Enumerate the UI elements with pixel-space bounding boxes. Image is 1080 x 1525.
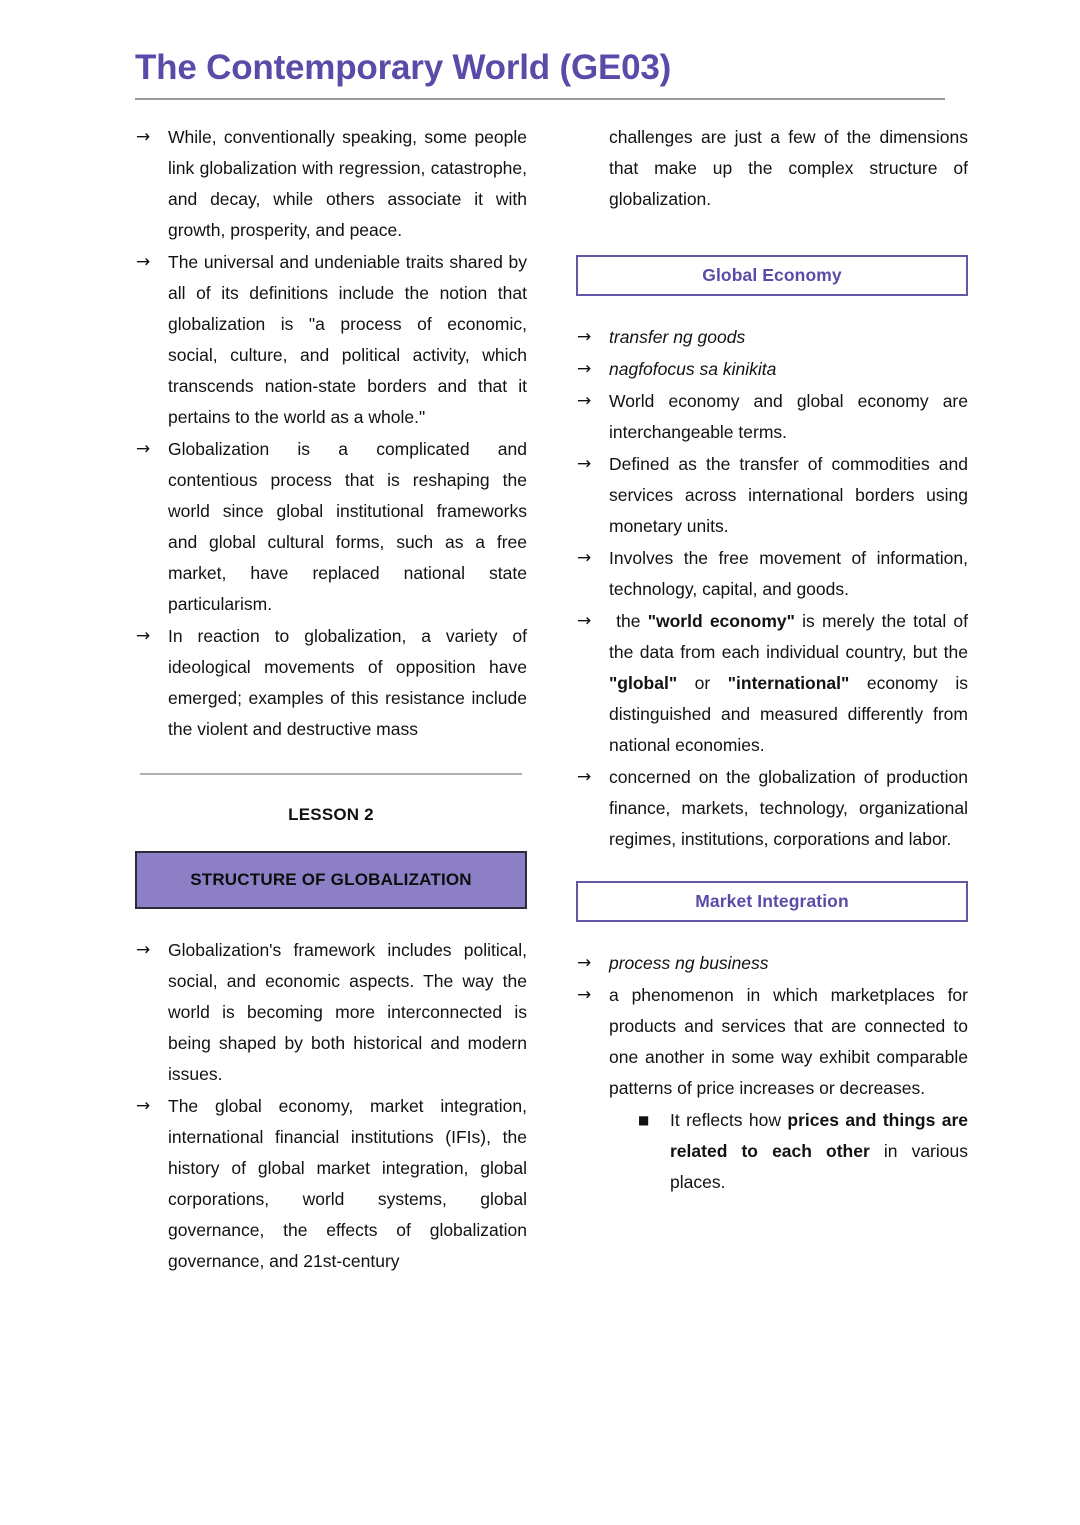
list-item <box>576 543 968 605</box>
title-divider <box>135 98 945 100</box>
market-integration-sub-bullet-list <box>576 1105 968 1198</box>
arrow-bullet-icon: → <box>577 454 592 475</box>
left-bullet-list-secondary <box>135 935 527 1277</box>
arrow-bullet-icon: → <box>136 1096 151 1117</box>
right-continuation-paragraph-wrap <box>576 122 968 215</box>
arrow-bullet-icon: → <box>136 626 151 647</box>
bullet-globalization-regression: While, conventionally speaking, some people link globalization with regression, catastrophe, and decay, while others associate it with growth, prosperity, and peace. <box>168 127 527 241</box>
two-column-body <box>135 122 968 1278</box>
arrow-bullet-icon: → <box>577 327 592 348</box>
section-heading-global-economy: Global Economy <box>576 255 968 296</box>
bullet-defined-transfer-commodities: Defined as the transfer of commodities and services across international borders using monetary units. <box>609 454 968 537</box>
list-item <box>576 449 968 542</box>
list-item <box>576 386 968 448</box>
bullet-process-ng-business: process ng business <box>609 953 769 974</box>
arrow-bullet-icon: → <box>577 611 592 632</box>
bullet-nagfofocus-sa-kinikita: nagfofocus sa kinikita <box>609 359 777 380</box>
right-column <box>576 122 968 1198</box>
continuation-paragraph: challenges are just a few of the dimensions that make up the complex structure of globalization. <box>609 127 968 210</box>
list-item <box>135 621 527 745</box>
bullet-transfer-ng-goods: transfer ng goods <box>609 327 746 348</box>
left-column <box>135 122 527 1278</box>
section-heading-market-integration: Market Integration <box>576 881 968 922</box>
list-item <box>135 434 527 620</box>
list-item <box>576 980 968 1104</box>
bullet-phenomenon-marketplaces: a phenomenon in which marketplaces for products and services that are connected to one another in some way exhibit comparable patterns of price increases or decreases. <box>609 985 968 1099</box>
bullet-framework-includes: Globalization's framework includes political, social, and economic aspects. The way the world is becoming more interconnected is being shaped by both historical and modern issues. <box>168 940 527 1085</box>
list-item <box>135 122 527 246</box>
subbullet-prices-and-things: It reflects how prices and things are related to each other in various places. <box>670 1110 968 1193</box>
bullet-world-economy-total: the "world economy" is merely the total of the data from each individual country, but the "global" or "international" economy is distinguished and measured differently from national economies. <box>609 611 968 756</box>
bullet-ideological-opposition: In reaction to globalization, a variety of ideological movements of opposition have emerged; examples of this resistance include the violent and destructive mass <box>168 626 527 740</box>
bullet-universal-traits: The universal and undeniable traits shared by all of its definitions include the notion that globalization is "a process of economic, social, culture, and political activity, which transcends nation-state borders and that it pertains to the world as a whole." <box>168 252 527 428</box>
square-bullet-icon: ■ <box>638 1113 650 1128</box>
arrow-bullet-icon: → <box>136 127 151 148</box>
global-economy-bullet-list <box>576 322 968 855</box>
bullet-interchangeable-terms: World economy and global economy are interchangeable terms. <box>609 391 968 443</box>
list-item <box>135 247 527 433</box>
bullet-concerned-globalization-production: concerned on the globalization of production finance, markets, technology, organizational regimes, institutions, corporations and labor. <box>609 767 968 850</box>
list-item <box>576 322 968 353</box>
bullet-free-movement: Involves the free movement of information, technology, capital, and goods. <box>609 548 968 600</box>
list-item <box>135 935 527 1090</box>
bullet-complicated-contentious: Globalization is a complicated and contentious process that is reshaping the world since global institutional frameworks and global cultural forms, such as a free market, have replaced national state particularism. <box>168 439 527 615</box>
arrow-bullet-icon: → <box>577 953 592 974</box>
lesson-label: LESSON 2 <box>288 805 374 825</box>
list-item <box>576 606 968 761</box>
arrow-bullet-icon: → <box>577 548 592 569</box>
list-item <box>576 354 968 385</box>
arrow-bullet-icon: → <box>577 391 592 412</box>
list-item <box>576 762 968 855</box>
bullet-global-economy-list: The global economy, market integration, international financial institutions (IFIs), the history of global market integration, global corporations, world systems, global governance, the effects of globalization governance, and 21st-century <box>168 1096 527 1272</box>
list-item <box>135 1091 527 1277</box>
lesson-banner-structure-of-globalization: STRUCTURE OF GLOBALIZATION <box>135 851 527 909</box>
arrow-bullet-icon: → <box>577 359 592 380</box>
left-bullet-list <box>135 122 527 745</box>
arrow-bullet-icon: → <box>577 985 592 1006</box>
arrow-bullet-icon: → <box>577 767 592 788</box>
page-title: The Contemporary World (GE03) <box>135 48 672 87</box>
list-item <box>638 1105 968 1198</box>
market-integration-bullet-list <box>576 948 968 1104</box>
list-item <box>576 948 968 979</box>
arrow-bullet-icon: → <box>136 439 151 460</box>
lesson-divider <box>140 773 522 775</box>
arrow-bullet-icon: → <box>136 940 151 961</box>
arrow-bullet-icon: → <box>136 252 151 273</box>
